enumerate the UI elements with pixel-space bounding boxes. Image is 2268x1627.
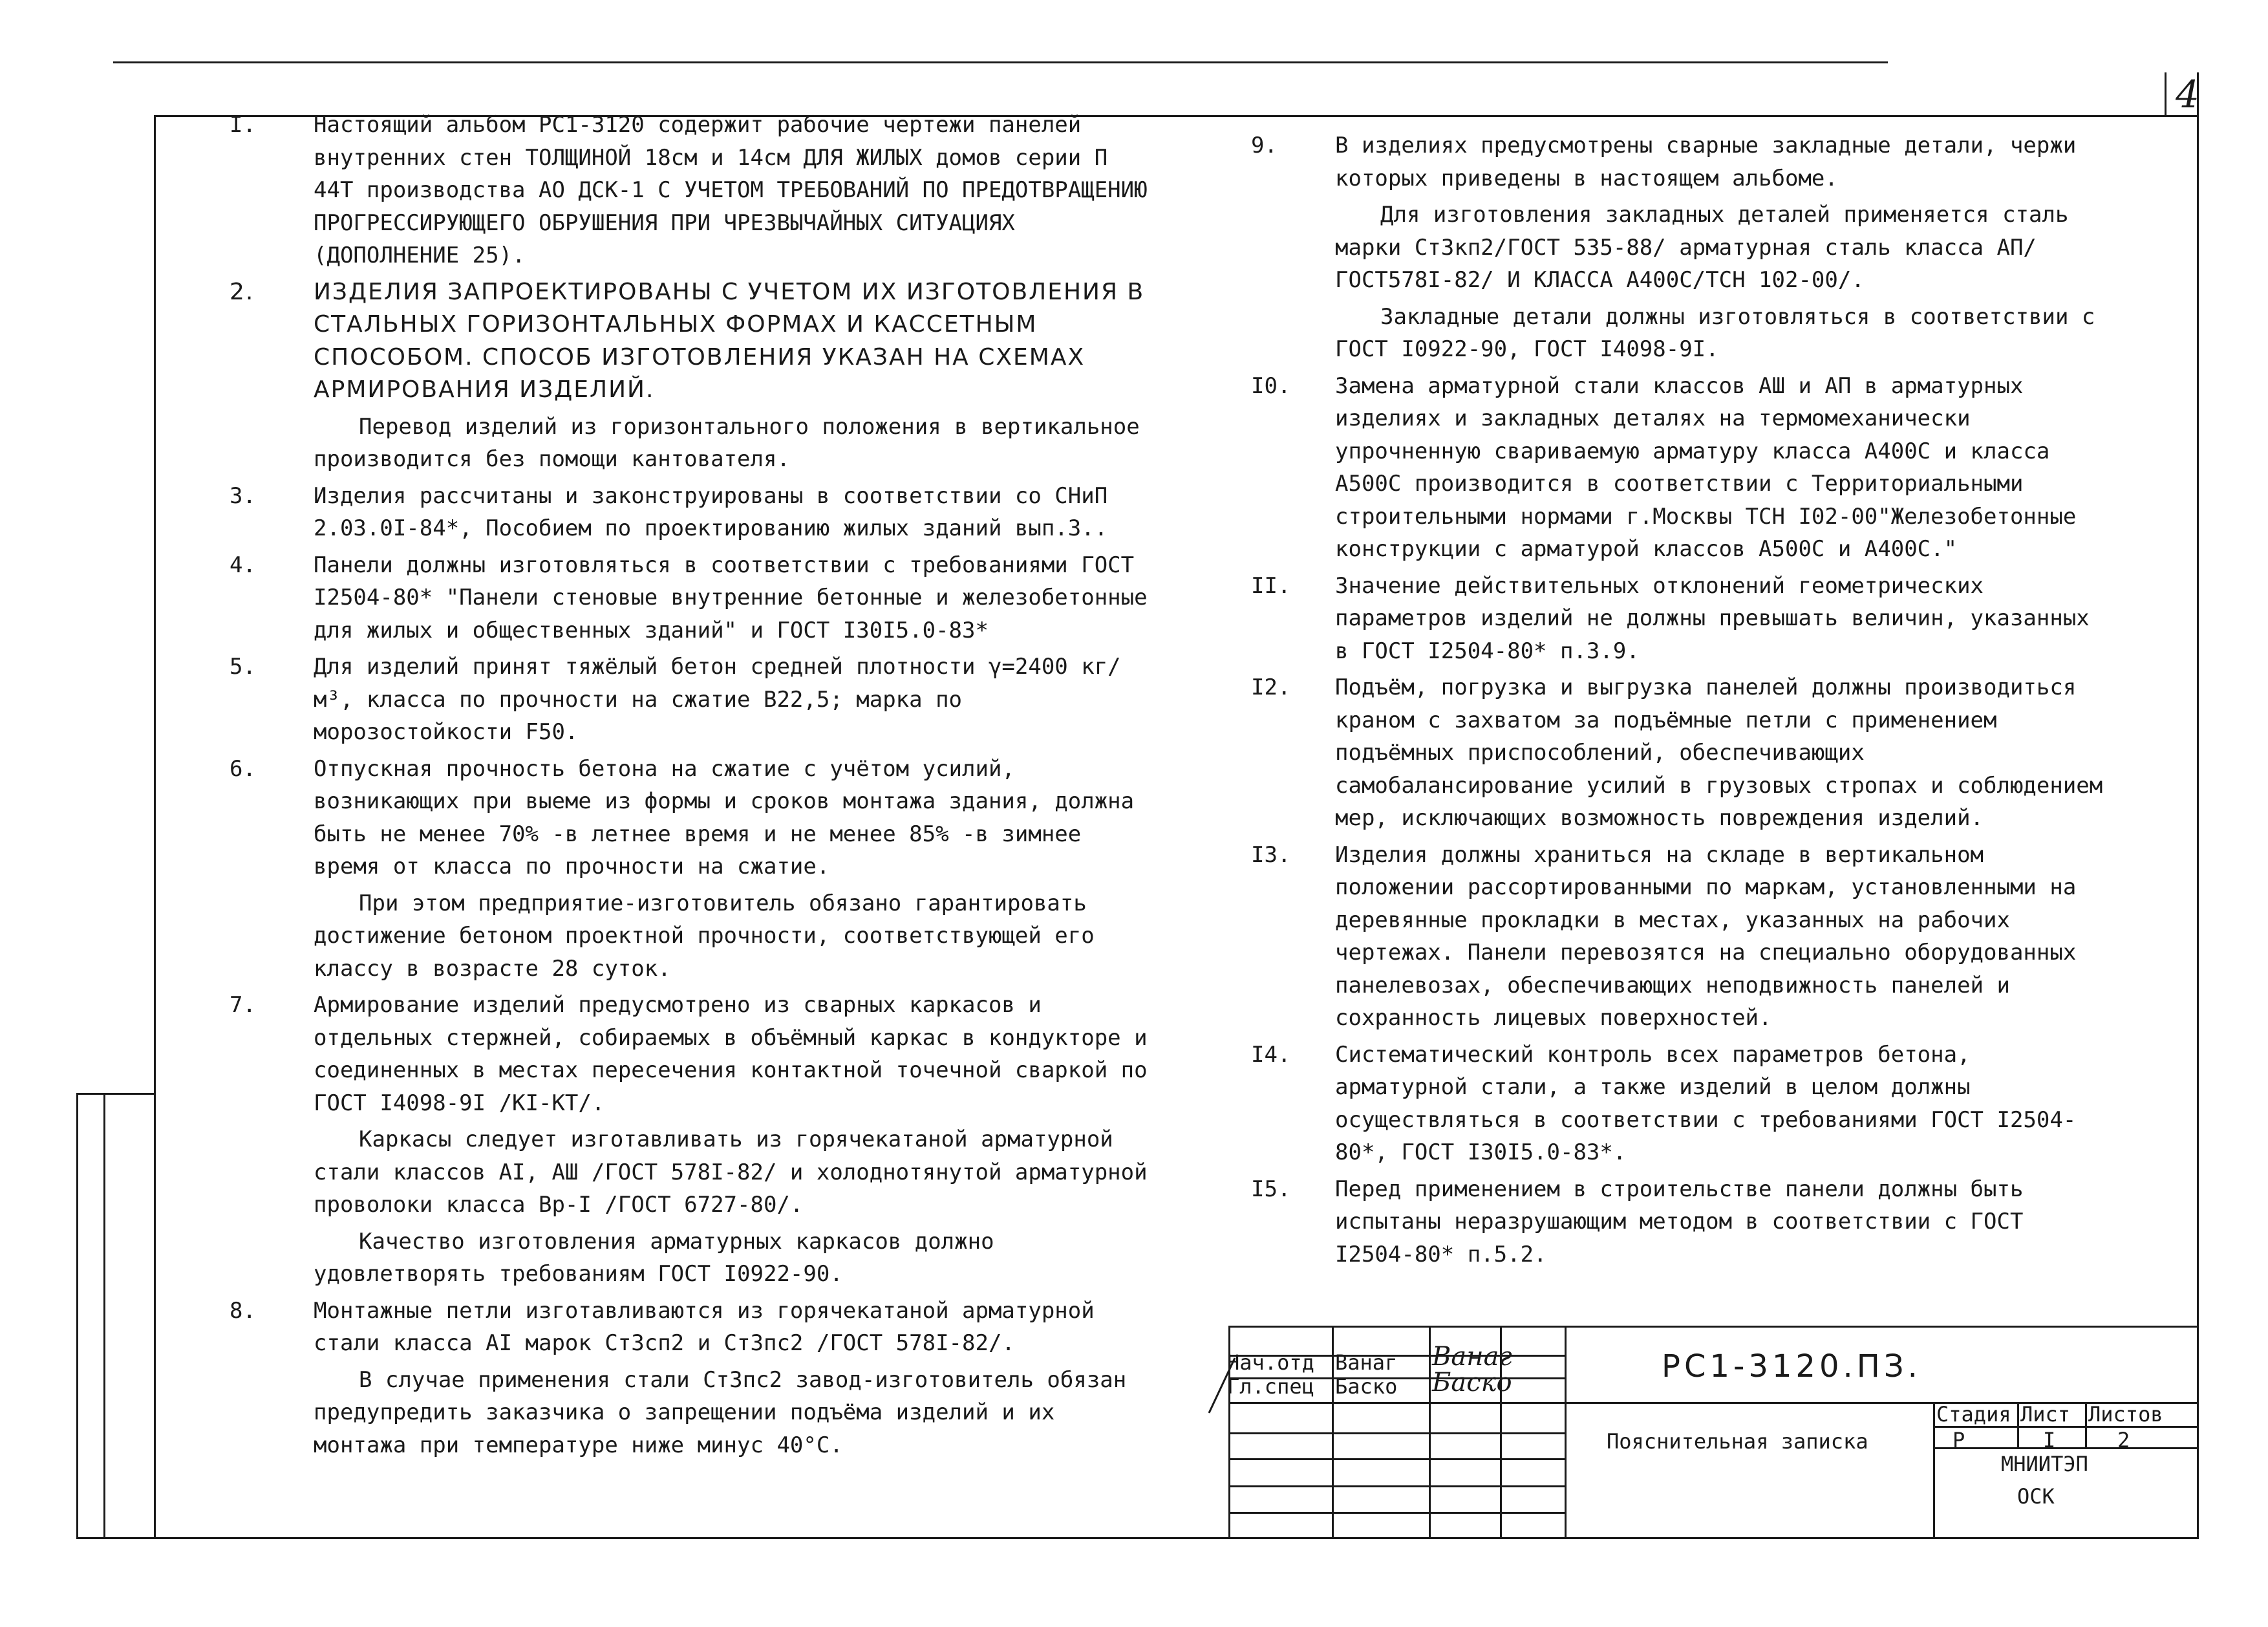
note-text: Отпускная прочность бетона на сжатие с учётом усилий, возникающих при выеме из формы и сроков монтажа здания, должна быть не менее 70% -в летнее время и не менее 85% -в зимнее время от класса по прочности на сжатие. [314,755,1135,879]
notes-right-column [1245,129,2104,1275]
note-text: Замена арматурной стали классов АШ и АП в арматурных изделиях и закладных деталях на термомеханически упрочненную свариваемую арматуру класса А400С и класса А500С производится в соответствии с Территориальными строительными нормами г.Москвы ТСН I02-00"Железобетонные конструкции с арматурой классов А500С и А400С." [1335,372,2077,562]
note-2-continuation: Перевод изделий из горизонтального положения в вертикальное производится без помощи кантователя. [314,413,1140,472]
note-text: ИЗДЕЛИЯ ЗАПРОЕКТИРОВАНЫ С УЧЕТОМ ИХ ИЗГОТОВЛЕНИЯ В СТАЛЬНЫХ ГОРИЗОНТАЛЬНЫХ ФОРМАХ И КАССЕТНЫМ СПОСОБОМ. СПОСОБ ИЗГОТОВЛЕНИЯ УКАЗАН НА СХЕМАХ АРМИРОВАНИЯ ИЗДЕЛИЙ. [314,278,1145,403]
note-number: 8. [230,1297,256,1324]
note-6-continuation: При этом предприятие-изготовитель обязано гарантировать достижение бетоном проектной прочности, соответствующей его классу в возрасте 28 суток. [314,890,1095,982]
note-number: 5. [230,654,256,680]
binding-strip-2 [103,1093,105,1539]
note-number: 4. [230,552,256,578]
signature-2: Баско [1432,1368,1512,1397]
note-text: Систематический контроль всех параметров бетона, арматурной стали, а также изделий в целом должны осуществляться в соответствии с требованиями ГОСТ I2504-80*, ГОСТ I30I5.0-83*. [1335,1041,2077,1165]
stamp-col-sheet [2017,1402,2019,1447]
note-text: Панели должны изготовляться в соответствии с требованиями ГОСТ I2504-80* "Панели стеновые внутренние бетонные и железобетонные для жилых и общественных зданий" и ГОСТ I30I5.0-83* [314,552,1148,643]
frame-right [2197,72,2199,1539]
note-number: 2. [230,278,255,305]
note-1 [223,109,1154,272]
note-4 [223,549,1154,647]
note-8 [223,1295,1154,1360]
stage-value: Р [1952,1428,1965,1452]
note-number: I. [230,112,256,138]
notes-left-column [223,109,1154,1465]
note-number: 6. [230,755,256,782]
top-rule [113,61,1888,63]
note-11 [1245,570,2104,668]
stamp-col-role [1332,1326,1334,1538]
note-text: Значение действительных отклонений геометрических параметров изделий не должны превышать величин, указанных в ГОСТ I2504-80* п.3.9. [1335,572,2090,664]
note-12 [1245,671,2104,835]
document-code: PC1-3120.ПЗ. [1662,1348,1921,1385]
note-text: Изделия рассчитаны и законструированы в соответствии со СНиП 2.03.0I-84*, Пособием по проектированию жилых зданий вып.3.. [314,482,1108,541]
stamp-col-main [1565,1326,1567,1538]
stamp-row-4 [1228,1432,1565,1434]
note-number: I5. [1251,1176,1291,1202]
stamp-col-sign [1429,1326,1431,1538]
note-7 [223,989,1154,1119]
note-number: I4. [1251,1041,1291,1068]
note-10 [1245,370,2104,566]
stage-header: Стадия [1936,1402,2011,1427]
note-14 [1245,1039,2104,1169]
note-number: II. [1251,572,1291,599]
sheet-header: Лист [2020,1402,2071,1427]
note-text: Монтажные петли изготавливаются из горячекатаной арматурной стали класса АI марок Ст3сп2 и Ст3пс2 /ГОСТ 578I-82/. [314,1297,1095,1356]
note-text: Для изделий принят тяжёлый бетон средней плотности γ=2400 кг/м³, класса по прочности на сжатие В22,5; марка по морозостойкости F50. [314,654,1121,745]
note-number: 9. [1251,133,1278,158]
note-8-continuation: В случае применения стали Ст3пс2 завод-изготовитель обязан предупредить заказчика о запрещении подъёма изделий и их монтажа при температуре ниже минус 40°С. [314,1366,1127,1458]
frame-left [154,115,156,1538]
organization-name: МНИИТЭП [2001,1452,2088,1476]
note-text: Армирование изделий предусмотрено из сварных каркасов и отдельных стержней, собираемых в объёмный каркас в кондукторе и соединенных в местах пересечения контактной точечной сваркой по ГОСТ I4098-9I /КI-КТ/. [314,992,1148,1116]
note-5 [223,651,1154,749]
organization-unit: ОСК [2017,1484,2055,1509]
stamp-name-2: Баско [1335,1374,1398,1399]
page-number: 4 [2176,72,2199,116]
stamp-row-5 [1228,1458,1565,1460]
note-text: Настоящий альбом PC1-3120 содержит рабочие чертежи панелей внутренних стен ТОЛЩИНОЙ 18см и 14см ДЛЯ ЖИЛЫХ домов серии П 44Т производства АО ДСК-1 С УЧЕТОМ ТРЕБОВАНИЙ ПО ПРЕДОТВРАЩЕНИЮ ПРОГРЕССИРУЮЩЕГО ОБРУШЕНИЯ ПРИ ЧРЕЗВЫЧАЙНЫХ СИТУАЦИЯХ (ДОПОЛНЕНИЕ 25). [314,112,1148,268]
note-number: I2. [1251,674,1291,700]
page-box-left [2165,72,2166,116]
sheets-header: Листов [2088,1402,2163,1427]
stamp-role-1: Нач.отд [1227,1350,1314,1375]
binding-strip-1 [76,1093,78,1539]
note-7-continuation-a: Каркасы следует изготавливать из горячекатаной арматурной стали классов АI, АШ /ГОСТ 578I-82/ и холоднотянутой арматурной проволоки класса Вр-I /ГОСТ 6727-80/. [314,1126,1148,1218]
stamp-value-rule [1933,1447,2198,1449]
signature-1: Ванаг [1432,1342,1512,1372]
note-7-continuation-b: Качество изготовления арматурных каркасов должно удовлетворять требованиям ГОСТ I0922-90. [314,1228,994,1287]
stamp-name-1: Ванаг [1335,1350,1398,1375]
note-9-continuation-b: Закладные детали должны изготовляться в соответствии с ГОСТ I0922-90, ГОСТ I4098-9I. [1335,303,2095,362]
sheet-value: I [2043,1428,2056,1452]
note-number: I0. [1251,372,1291,399]
binding-strip-top [76,1093,155,1095]
note-3 [223,480,1154,545]
note-number: 3. [230,482,256,509]
stamp-top [1228,1326,2198,1328]
frame-bottom [76,1537,2199,1539]
stamp-row-7 [1228,1512,1565,1514]
note-number: 7. [230,992,256,1018]
note-15 [1245,1173,2104,1271]
note-text: Подъём, погрузка и выгрузка панелей должны производиться краном с захватом за подъёмные петли с применением подъёмных приспособлений, обеспечивающих самобалансирование усилий в грузовых стропах и соблюдением мер, исключающих возможность повреждения изделий. [1335,674,2103,831]
stamp-col-stage [1933,1402,1935,1538]
note-number: I3. [1251,841,1291,868]
stamp-row-6 [1228,1485,1565,1487]
document-title: Пояснительная записка [1607,1429,1868,1454]
note-9 [1245,129,2104,195]
note-text: В изделиях предусмотрены сварные закладные детали, чержи которых приведены в настоящем альбоме. [1335,133,2077,191]
note-text: Перед применением в строительстве панели должны быть испытаны неразрушающим методом в соответствии с ГОСТ I2504-80* п.5.2. [1335,1176,2024,1267]
note-13 [1245,839,2104,1035]
stamp-role-2: Гл.спец [1227,1374,1314,1399]
note-2 [223,276,1154,407]
stamp-col-sheets [2085,1402,2087,1447]
note-9-continuation-a: Для изготовления закладных деталей применяется сталь марки Ст3кп2/ГОСТ 535-88/ арматурная сталь класса АП/ГОСТ578I-82/ И КЛАССА А400С/ТСН 102-00/. [1335,202,2069,293]
note-text: Изделия должны храниться на складе в вертикальном положении рассортированными по маркам, установленными на деревянные прокладки в местах, указанных на рабочих чертежах. Панели перевозятся на специально оборудованных панелевозах, обеспечивающих неподвижность панелей и сохранность лицевых поверхностей. [1335,841,2077,1031]
note-6 [223,753,1154,883]
sheets-value: 2 [2117,1428,2130,1452]
